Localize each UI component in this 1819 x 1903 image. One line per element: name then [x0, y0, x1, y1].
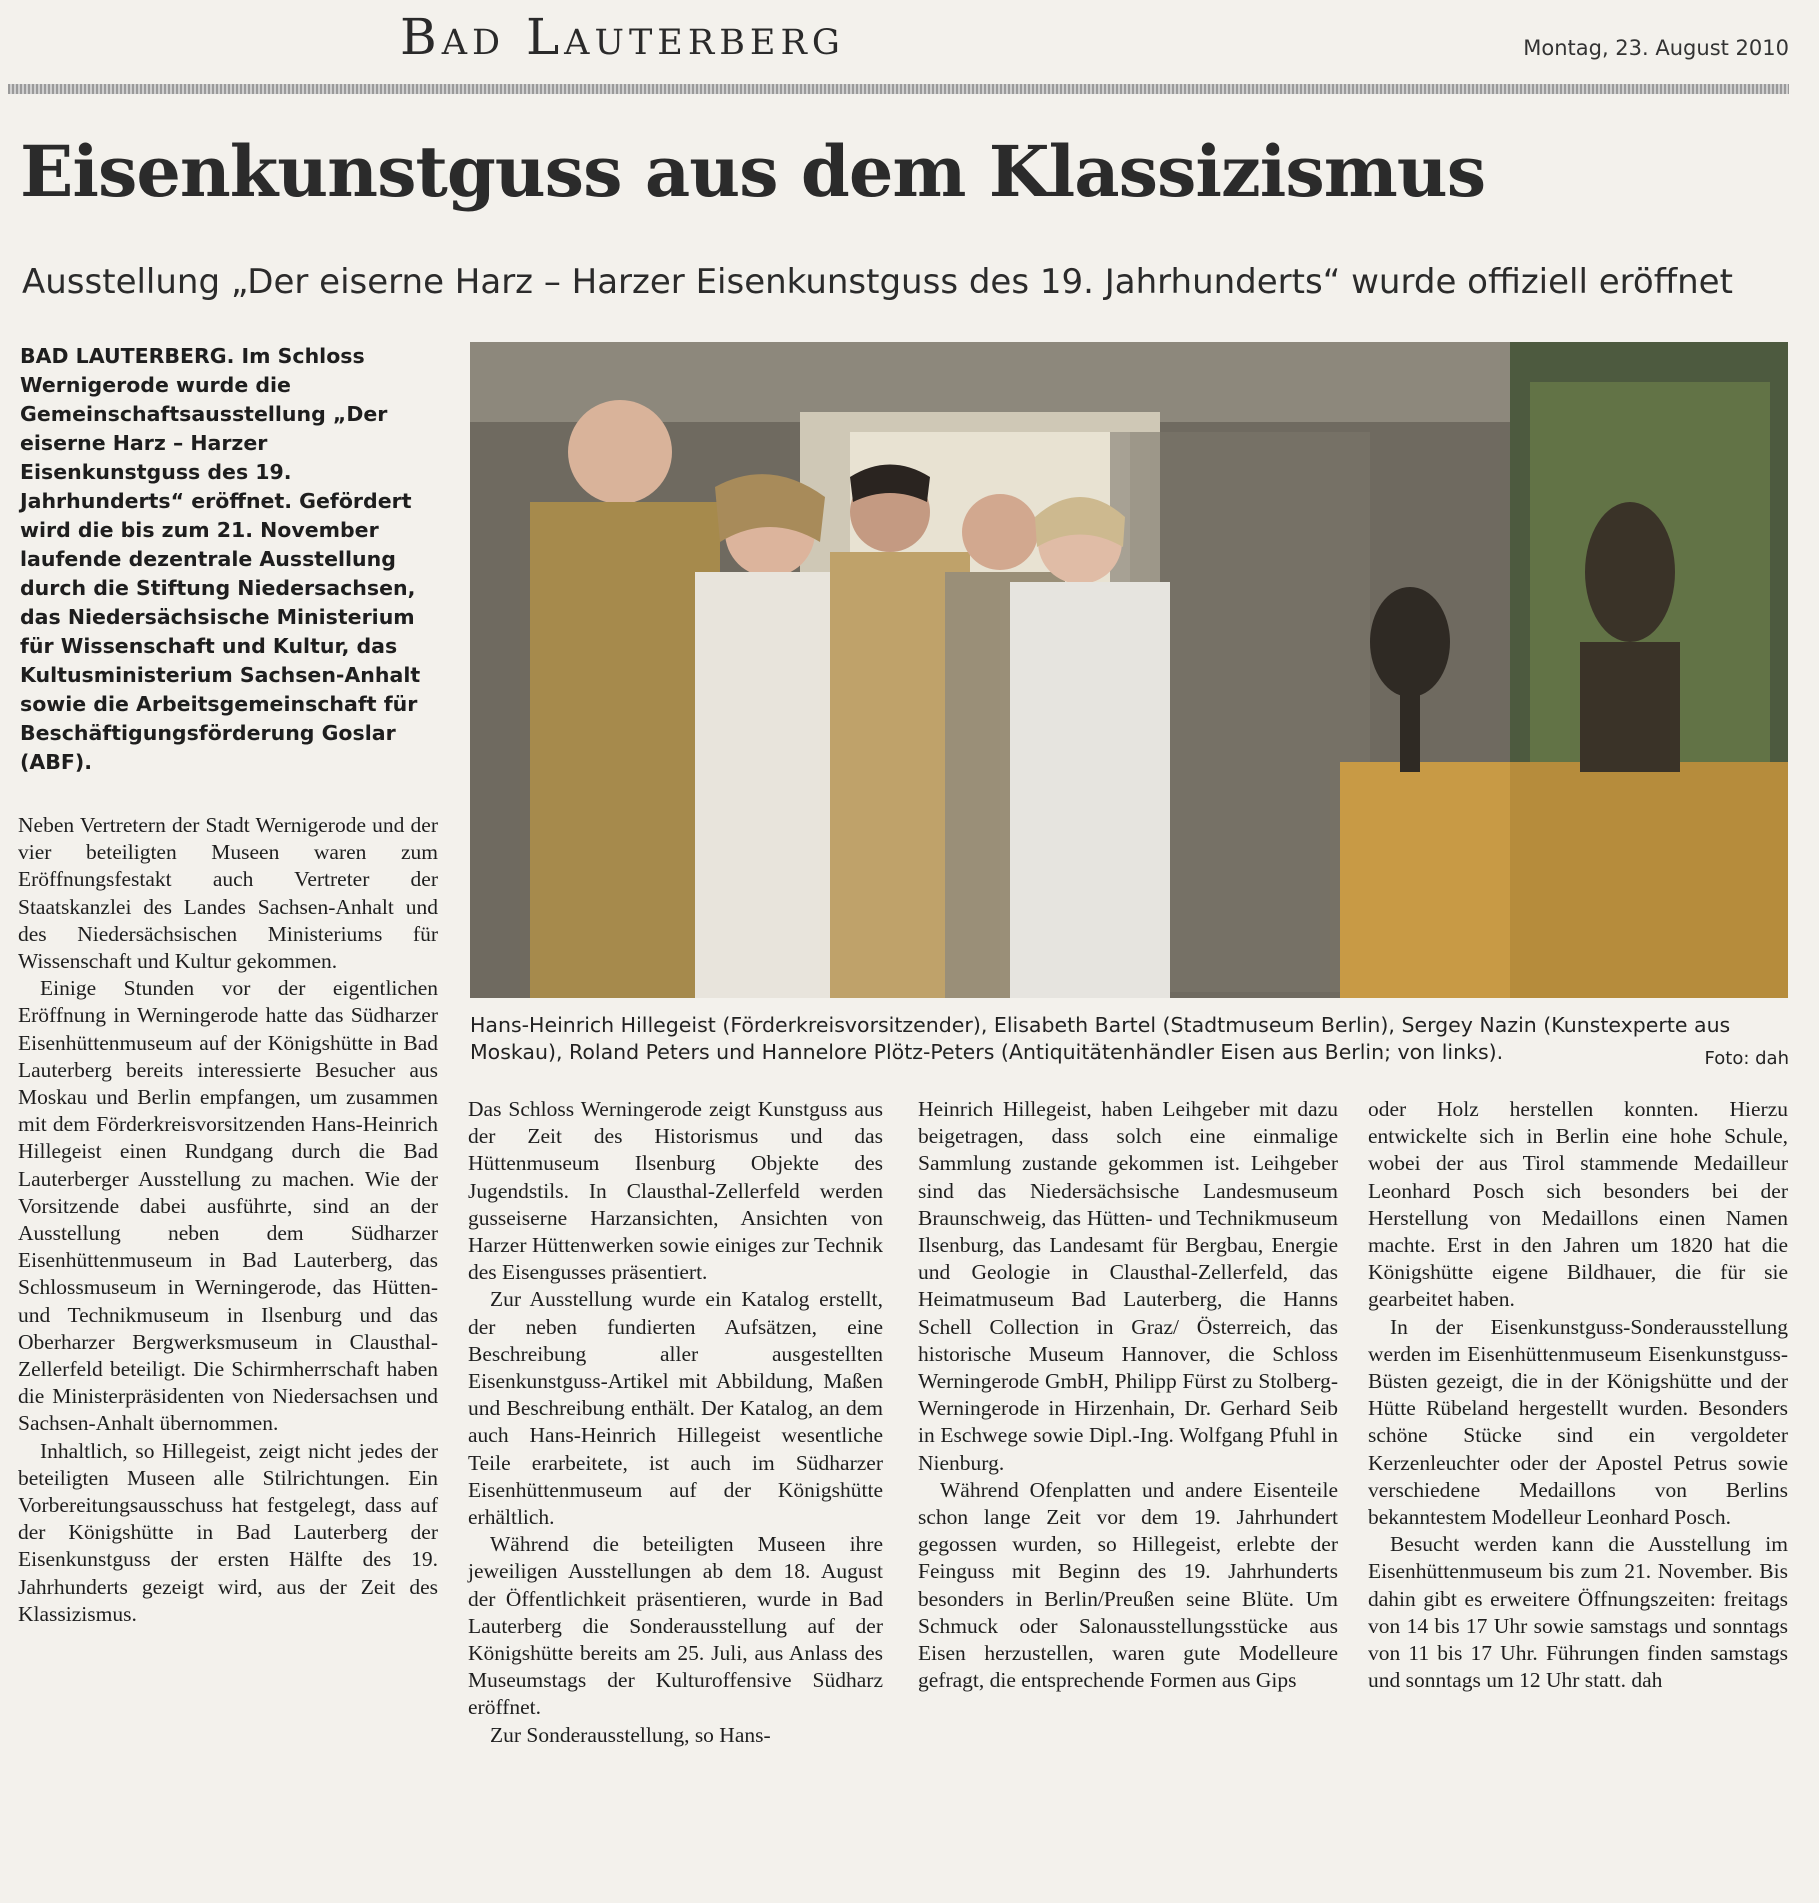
paragraph: Inhaltlich, so Hillegeist, zeigt nicht jedes der beteiligten Museen alle Stilrichtungen. Ein Vorbereitungsausschuss hat festgelegt, dass auf der Königshütte in Bad Lauterberg der Eisenkunstguss der ersten Hälfte des 19. Jahrhunderts gezeigt wird, aus der Zeit des Klassizismus.: [18, 1438, 438, 1626]
photo-credit: Foto: dah: [1704, 1048, 1789, 1069]
paragraph: Zur Sonderausstellung, so Hans-: [490, 1722, 771, 1747]
headline: Eisenkunstguss aus dem Klassizismus: [20, 130, 1486, 213]
paragraph: In der Eisenkunstguss-Sonderausstellung werden im Eisenhüttenmuseum Eisenkunstguss-Büsten gezeigt, die in der Königshütte und der Hütte Rübeland hergestellt wurden. Besonders schöne Stücke sind ein vergoldeter Kerzenleuchter oder der Apostel Petrus sowie verschiedene Medaillons von Berlins bekanntestem Modelleur Leonhard Posch.: [1368, 1314, 1788, 1530]
paragraph: Neben Vertretern der Stadt Wernigerode und der vier beteiligten Museen waren zum Eröffnungsfestakt auch Vertreter der Staatskanzlei des Landes Sachsen-Anhalt und des Niedersächsischen Ministeriums für Wissenschaft und Kultur gekommen.: [18, 813, 438, 974]
masthead-rule: [8, 84, 1789, 94]
article-column-2: [468, 1096, 883, 1749]
subheadline: Ausstellung „Der eiserne Harz – Harzer Eisenkunstguss des 19. Jahrhunderts“ wurde offiziell eröffnet: [22, 262, 1733, 302]
lead-dateline: BAD LAUTERBERG.: [20, 344, 235, 368]
photo-illustration: [470, 342, 1788, 998]
paragraph: Besucht werden kann die Ausstellung im Eisenhüttenmuseum bis zum 21. November. Bis dahin gibt es erweitere Öffnungszeiten: freitags von 14 bis 17 Uhr sowie samstags und sonntags von 11 bis 17 Uhr. Führungen finden samstags und sonntags um 12 Uhr statt. dah: [1368, 1532, 1788, 1693]
article-column-3: [918, 1096, 1338, 1694]
article-column-4: [1368, 1096, 1788, 1694]
paragraph: Heinrich Hillegeist, haben Leihgeber mit dazu beigetragen, dass solch eine einmalige Sammlung zustande gekommen ist. Leihgeber sind das Niedersächsische Landesmuseum Braunschweig, das Hütten- und Technikmuseum Ilsenburg, das Landesamt für Bergbau, Energie und Geologie in Clausthal-Zellerfeld, das Heimatmuseum Bad Lauterberg, die Hanns Schell Collection in Graz/ Österreich, das historische Museum Hannover, die Schloss Werningerode GmbH, Philipp Fürst zu Stolberg-Werningerode in Hirzenhain, Dr. Gerhard Seib in Eschwege sowie Dipl.-Ing. Wolfgang Pfuhl in Nienburg.: [918, 1097, 1338, 1475]
photo-caption: Hans-Heinrich Hillegeist (Förderkreisvorsitzender), Elisabeth Bartel (Stadtmuseum Berlin), Sergey Nazin (Kunstexperte aus Moskau), Roland Peters und Hannelore Plötz-Peters (Antiquitätenhändler Eisen aus Berlin; von links).: [470, 1013, 1731, 1064]
lead-text: Im Schloss Wernigerode wurde die Gemeinschaftsausstellung „Der eiserne Harz – Harzer Eisenkunstguss des 19. Jahrhunderts“ eröffnet. Gefördert wird die bis zum 21. November laufende dezentrale Ausstellung durch die Stiftung Niedersachsen, das Niedersächsische Ministerium für Wissenschaft und Kultur, das Kultusministerium Sachsen-Anhalt sowie die Arbeitsgemeinschaft für Beschäftigungsförderung Goslar (ABF).: [20, 344, 421, 774]
paragraph: oder Holz herstellen konnten. Hierzu entwickelte sich in Berlin eine hohe Schule, wobei der aus Tirol stammende Medailleur Leonhard Posch sich besonders bei der Herstellung von Medaillons einen Namen machte. Erst in den Jahren um 1820 hat die Königshütte eigene Bildhauer, die für sie gearbeitet haben.: [1368, 1097, 1788, 1312]
article-column-1: [18, 812, 438, 1628]
article-photo: [470, 342, 1788, 998]
paragraph: Zur Ausstellung wurde ein Katalog erstellt, der neben fundierten Aufsätzen, eine Beschreibung aller ausgestellten Eisenkunstguss-Artikel mit Abbildung, Maßen und Beschreibung enthält. Der Katalog, an dem auch Hans-Heinrich Hillegeist wesentliche Teile erarbeitete, ist auch im Südharzer Eisenhüttenmuseum auf der Königshütte erhältlich.: [468, 1287, 883, 1530]
masthead-date: Montag, 23. August 2010: [1523, 36, 1789, 60]
lead-paragraph: [20, 342, 440, 777]
paragraph: Während die beteiligten Museen ihre jeweiligen Ausstellungen ab dem 18. August der Öffentlichkeit präsentieren, wurde in Bad Lauterberg die Sonderausstellung auf der Königshütte bereits am 25. Juli, aus Anlass des Museumstags der Kulturoffensive Südharz eröffnet.: [468, 1532, 883, 1720]
paragraph: Das Schloss Werningerode zeigt Kunstguss aus der Zeit des Historismus und das Hüttenmuseum Ilsenburg Objekte des Jugendstils. In Clausthal-Zellerfeld werden gusseiserne Harzansichten, Ansichten von Harzer Hüttenwerken sowie einiges zur Technik des Eisengusses präsentiert.: [468, 1097, 883, 1285]
paragraph: Einige Stunden vor der eigentlichen Eröffnung in Werningerode hatte das Südharzer Eisenhüttenmuseum auf der Königshütte in Bad Lauterberg bereits interessierte Besucher aus Moskau und Berlin empfangen, um zusammen mit dem Förderkreisvorsitzenden Hans-Heinrich Hillegeist einen Rundgang durch die Bad Lauterberger Ausstellung zu machen. Wie der Vorsitzende dabei ausführte, sind an der Ausstellung neben dem Südharzer Eisenhüttenmuseum in Bad Lauterberg, das Schlossmuseum in Werningerode, das Hütten- und Technikmuseum in Ilsenburg und das Oberharzer Bergwerksmuseum in Clausthal-Zellerfeld beteiligt. Die Schirmherrschaft haben die Ministerpräsidenten von Niedersachsen und Sachsen-Anhalt übernommen.: [18, 976, 438, 1436]
paragraph: Während Ofenplatten und andere Eisenteile schon lange Zeit vor dem 19. Jahrhundert gegossen wurden, so Hillegeist, erlebte der Feinguss mit Beginn des 19. Jahrhunderts besonders in Berlin/Preußen seine Blüte. Um Schmuck oder Salonausstellungsstücke aus Eisen herzustellen, waren gute Modelleure gefragt, die entsprechende Formen aus Gips: [918, 1477, 1338, 1693]
masthead-title: Bad Lauterberg: [400, 8, 845, 66]
